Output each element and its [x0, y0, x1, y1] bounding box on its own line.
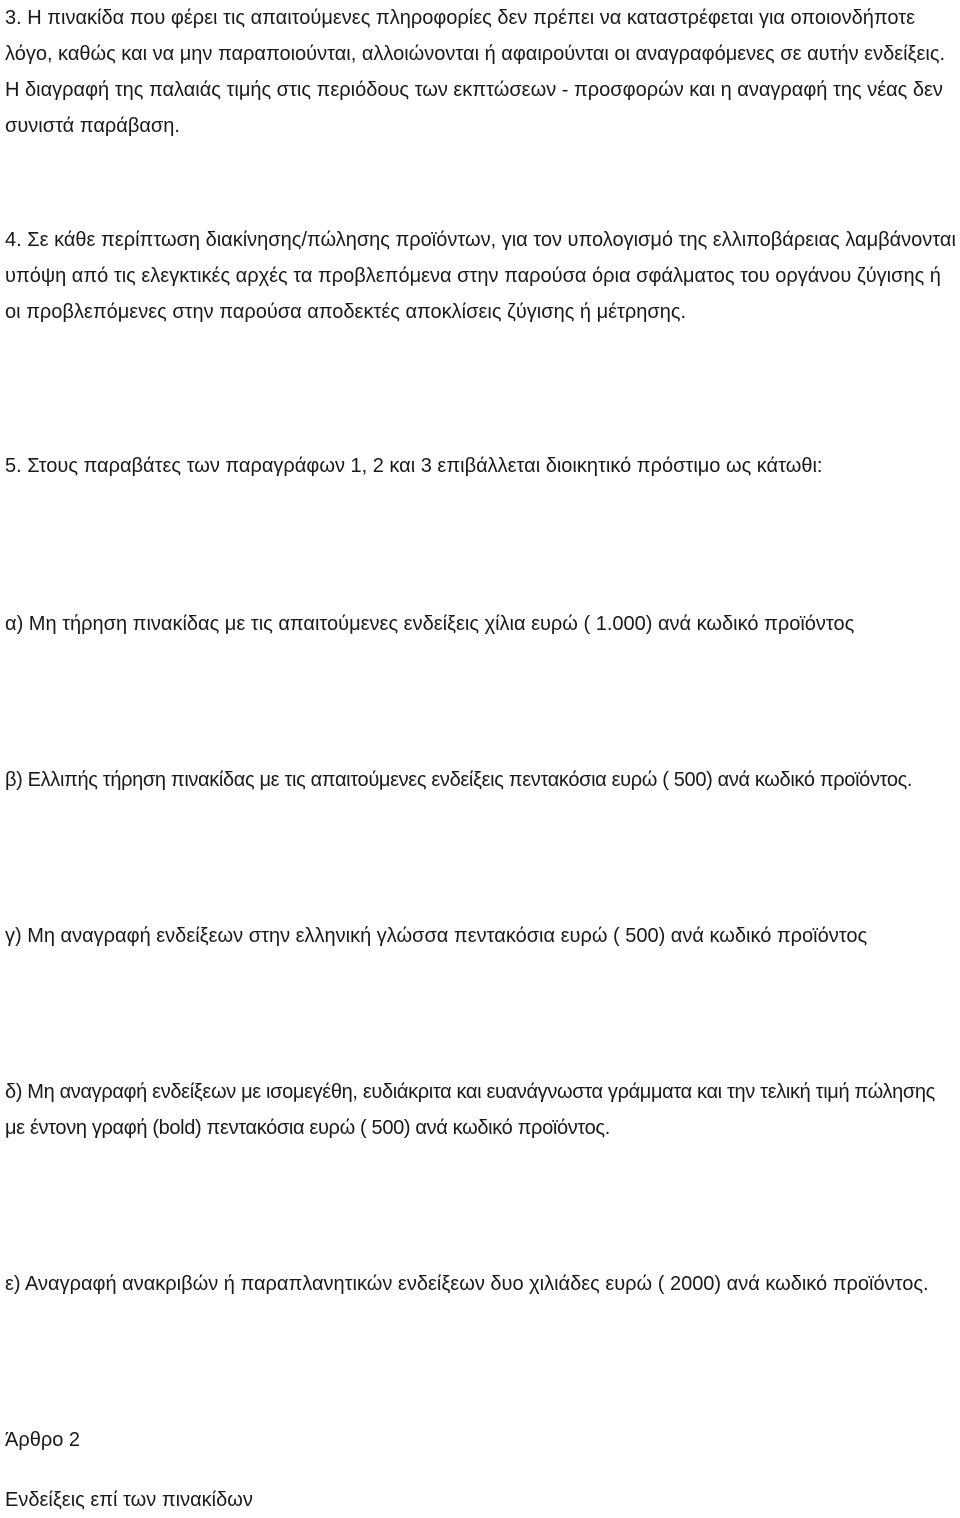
- article-heading: Άρθρο 2: [5, 1429, 81, 1451]
- paragraph-4: 4. Σε κάθε περίπτωση διακίνησης/πώλησης προϊόντων, για τον υπολογισμό της ελλιποβάρειας λαμβάνονται υπόψη από τις ελεγκτικές αρχές τα προβλεπόμενα στην παρούσα όρια σφάλματος του οργάνου ζύγισης ή οι προβλεπόμενες στην παρούσα αποδεκτές αποκλίσεις ζύγισης ή μέτρησης.: [5, 229, 956, 323]
- paragraph-c: γ) Μη αναγραφή ενδείξεων στην ελληνική γλώσσα πεντακόσια ευρώ ( 500) ανά κωδικό προϊόντος: [5, 925, 868, 947]
- paragraph-d: δ) Μη αναγραφή ενδείξεων με ισομεγέθη, ευδιάκριτα και ευανάγνωστα γράμματα και την τελική τιμή πώλησης με έντονη γραφή (bold) πεντακόσια ευρώ ( 500) ανά κωδικό προϊόντος.: [5, 1081, 935, 1139]
- paragraph-a: α) Μη τήρηση πινακίδας με τις απαιτούμενες ενδείξεις χίλια ευρώ ( 1.000) ανά κωδικό προϊόντος: [5, 613, 855, 635]
- paragraph-3: 3. Η πινακίδα που φέρει τις απαιτούμενες πληροφορίες δεν πρέπει να καταστρέφεται για οποιονδήποτε λόγο, καθώς και να μην παραποιούνται, αλλοιώνονται ή αφαιρούνται οι αναγραφόμενες σε αυτήν ενδείξεις. Η διαγραφή της παλαιάς τιμής στις περιόδους των εκπτώσεων - προσφορών και η αναγραφή της νέας δεν συνιστά παράβαση.: [5, 7, 946, 137]
- paragraph-5: 5. Στους παραβάτες των παραγράφων 1, 2 και 3 επιβάλλεται διοικητικό πρόστιμο ως κάτωθι:: [5, 455, 823, 477]
- paragraph-b: β) Ελλιπής τήρηση πινακίδας με τις απαιτούμενες ενδείξεις πεντακόσια ευρώ ( 500) ανά κωδικό προϊόντος.: [5, 769, 913, 791]
- paragraph-e: ε) Αναγραφή ανακριβών ή παραπλανητικών ενδείξεων δυο χιλιάδες ευρώ ( 2000) ανά κωδικό προϊόντος.: [5, 1273, 929, 1295]
- article-subheading: Ενδείξεις επί των πινακίδων: [5, 1489, 253, 1511]
